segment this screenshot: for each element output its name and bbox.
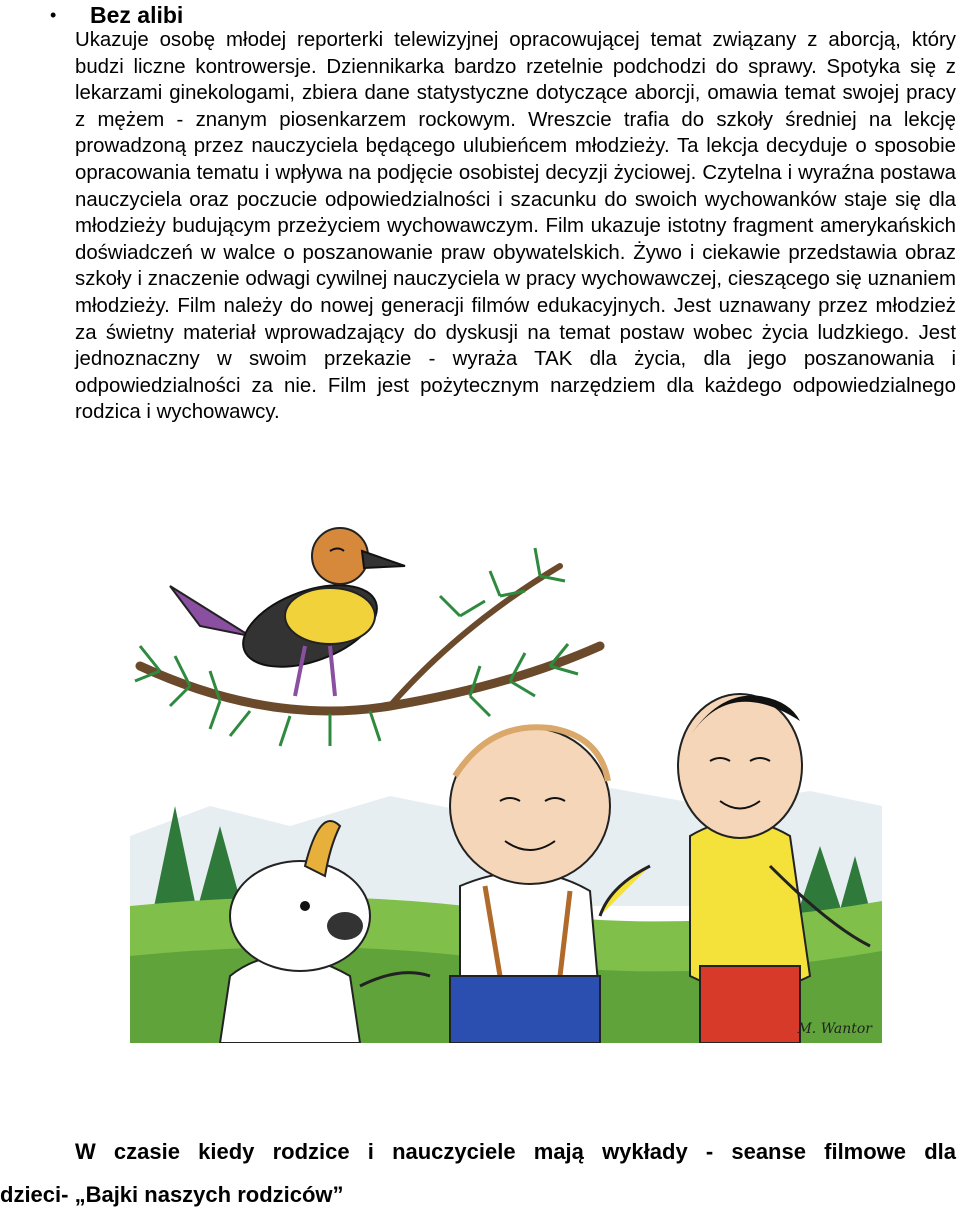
- footer-heading: [0, 1130, 956, 1216]
- list-item: [50, 2, 183, 28]
- bullet-icon: •: [50, 5, 57, 25]
- item-description: Ukazuje osobę młodej reporterki telewizyjnej opracowującej temat związany z aborcją, który budzi liczne kontrowersje. Dziennikarka bardzo rzetelnie podchodzi do sprawy. Spotyka się z lekarzami ginekologami, zbiera dane statystyczne dotyczące aborcji, omawia temat swojej pracy z mężem - znanym piosenkarzem rockowym. Wreszcie trafia do szkoły średniej na lekcję prowadzoną przez nauczyciela będącego ulubieńcem młodzieży. Ta lekcja decyduje o sposobie opracowania tematu i wpływa na podjęcie osobistej decyzji życiowej. Czytelna i wyraźna postawa nauczyciela oraz poczucie odpowiedzialności i szacunku do swoich wychowanków staje się dla młodzieży budującym przeżyciem wychowawczym. Film ukazuje istotny fragment amerykańskich doświadczeń w walce o poszanowanie praw obywatelskich. Żywo i ciekawie przedstawia obraz szkoły i znaczenie odwagi cywilnej nauczyciela w pracy wychowawczej, cieszącego się uznaniem młodzieży. Film należy do nowej generacji filmów edukacyjnych. Jest uznawany przez młodzież za świetny materiał wprowadzający do dyskusji na temat postaw wobec życia ludzkiego. Jest jednoznaczny w swoim przekazie - wyraża TAK dla życia, dla jego poszanowania i odpowiedzialności za nie. Film jest pożytecznym narzędziem dla każdego odpowiedzialnego rodzica i wychowawcy.: [75, 29, 956, 424]
- artist-signature: M. Wantor: [797, 1021, 872, 1037]
- footer-line-1: W czasie kiedy rodzice i nauczyciele mają wykłady - seanse filmowe dla: [75, 1139, 956, 1164]
- footer-line-2: dzieci- „Bajki naszych rodziców”: [0, 1182, 344, 1207]
- cartoon-illustration: [130, 506, 882, 1043]
- item-title: Bez alibi: [90, 2, 184, 28]
